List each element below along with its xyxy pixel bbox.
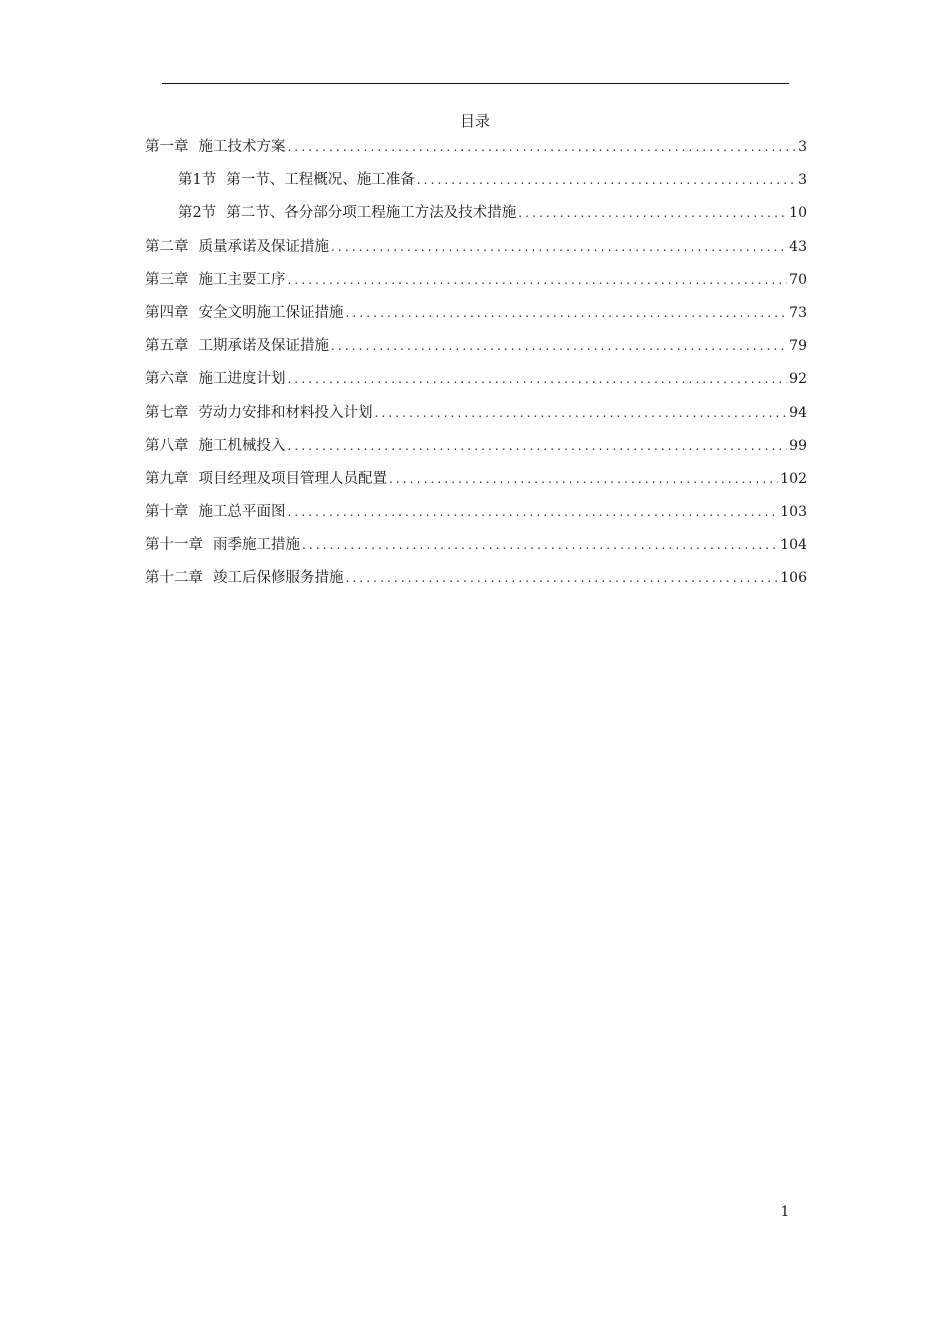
toc-entry-page: 43 — [789, 238, 807, 255]
toc-dot-leader — [389, 468, 778, 490]
toc-entry-title — [145, 468, 387, 490]
toc-entry-label: 劳动力安排和材料投入计划 — [198, 404, 373, 421]
toc-entry-page: 3 — [798, 139, 807, 155]
toc-dot-leader — [346, 302, 788, 324]
toc-entry-page: 102 — [780, 470, 807, 487]
toc-entry-number: 第六章 — [145, 371, 189, 388]
toc-entry-page: 106 — [780, 570, 807, 587]
toc-entry-title — [145, 501, 286, 523]
toc-dot-leader — [288, 269, 788, 291]
toc-section-entry[interactable] — [145, 169, 807, 202]
toc-entry-page: 92 — [789, 371, 807, 388]
page-number: 1 — [780, 1204, 790, 1220]
toc-entry-page: 104 — [780, 537, 807, 554]
toc-dot-leader — [331, 236, 787, 258]
toc-entry-number: 第十一章 — [145, 537, 203, 554]
toc-entry-title — [145, 567, 344, 589]
toc-entry-label: 工期承诺及保证措施 — [198, 338, 329, 355]
toc-entry-number: 第十二章 — [145, 570, 203, 587]
toc-entry-title — [145, 269, 286, 291]
toc-entry-number: 第二章 — [145, 238, 189, 255]
toc-entry-title — [178, 202, 516, 224]
toc-entry-number: 第一章 — [145, 139, 189, 155]
toc-chapter-entry[interactable] — [145, 368, 807, 401]
header-rule — [162, 83, 789, 84]
toc-entry-title — [145, 136, 286, 158]
toc-chapter-entry[interactable] — [145, 501, 807, 534]
toc-entry-page: 103 — [780, 504, 807, 521]
toc-dot-leader — [375, 402, 788, 424]
toc-entry-number: 第2节 — [178, 205, 217, 222]
toc-chapter-entry[interactable] — [145, 435, 807, 468]
toc-dot-leader — [331, 335, 787, 357]
toc-entry-label: 质量承诺及保证措施 — [198, 238, 329, 255]
toc-entry-number: 第四章 — [145, 304, 189, 321]
toc-entry-title — [178, 169, 415, 191]
toc-chapter-entry[interactable] — [145, 302, 807, 335]
toc-entry-title — [145, 302, 344, 324]
toc-section-entry[interactable] — [145, 202, 807, 235]
toc-entry-number: 第九章 — [145, 470, 189, 487]
toc-entry-label: 施工主要工序 — [198, 271, 286, 288]
toc-chapter-entry[interactable] — [145, 534, 807, 567]
toc-entry-number: 第七章 — [145, 404, 189, 421]
toc-title: 目录 — [459, 112, 490, 130]
toc-chapter-entry[interactable] — [145, 402, 807, 435]
toc-chapter-entry[interactable] — [145, 269, 807, 302]
toc-dot-leader — [302, 534, 778, 556]
toc-entry-page: 3 — [798, 172, 807, 189]
toc-entry-number: 第十章 — [145, 504, 189, 521]
toc-entry-title — [145, 534, 300, 556]
toc-dot-leader — [417, 169, 796, 191]
toc-entry-number: 第八章 — [145, 437, 189, 454]
toc-entry-page: 10 — [789, 205, 807, 222]
toc-entry-title — [145, 335, 329, 357]
toc-entry-label: 安全文明施工保证措施 — [198, 304, 344, 321]
toc-entry-page: 99 — [789, 437, 807, 454]
toc-entry-page: 94 — [789, 404, 807, 421]
toc-dot-leader — [288, 501, 779, 523]
toc-entry-label: 第一节、工程概况、施工准备 — [226, 172, 415, 189]
toc-entry-number: 第三章 — [145, 271, 189, 288]
toc-entry-page: 79 — [789, 338, 807, 355]
toc-dot-leader — [518, 202, 787, 224]
toc-entry-label: 施工进度计划 — [198, 371, 286, 388]
toc-entry-label: 施工机械投入 — [198, 437, 286, 454]
toc-dot-leader — [288, 435, 788, 457]
toc-chapter-entry[interactable] — [145, 236, 807, 269]
toc-entry-title — [145, 236, 329, 258]
toc-entry-label: 雨季施工措施 — [213, 537, 300, 554]
toc-entry-label: 施工技术方案 — [198, 139, 286, 155]
toc-chapter-entry[interactable] — [145, 335, 807, 368]
toc-entry-label: 项目经理及项目管理人员配置 — [198, 470, 387, 487]
toc-entry-title — [145, 402, 373, 424]
toc-entry-label: 竣工后保修服务措施 — [213, 570, 344, 587]
toc-entry-page: 73 — [789, 304, 807, 321]
toc-entry-page: 70 — [789, 271, 807, 288]
toc-chapter-entry[interactable] — [145, 136, 807, 169]
toc-entry-title — [145, 435, 286, 457]
toc-chapter-entry[interactable] — [145, 567, 807, 600]
toc-dot-leader — [346, 567, 779, 589]
toc-entry-label: 第二节、各分部分项工程施工方法及技术措施 — [226, 205, 517, 222]
table-of-contents — [145, 136, 807, 601]
toc-entry-number: 第1节 — [178, 172, 217, 189]
toc-entry-number: 第五章 — [145, 338, 189, 355]
toc-entry-title — [145, 368, 286, 390]
toc-entry-label: 施工总平面图 — [198, 504, 286, 521]
toc-dot-leader — [288, 136, 797, 158]
toc-chapter-entry[interactable] — [145, 468, 807, 501]
toc-dot-leader — [288, 368, 788, 390]
